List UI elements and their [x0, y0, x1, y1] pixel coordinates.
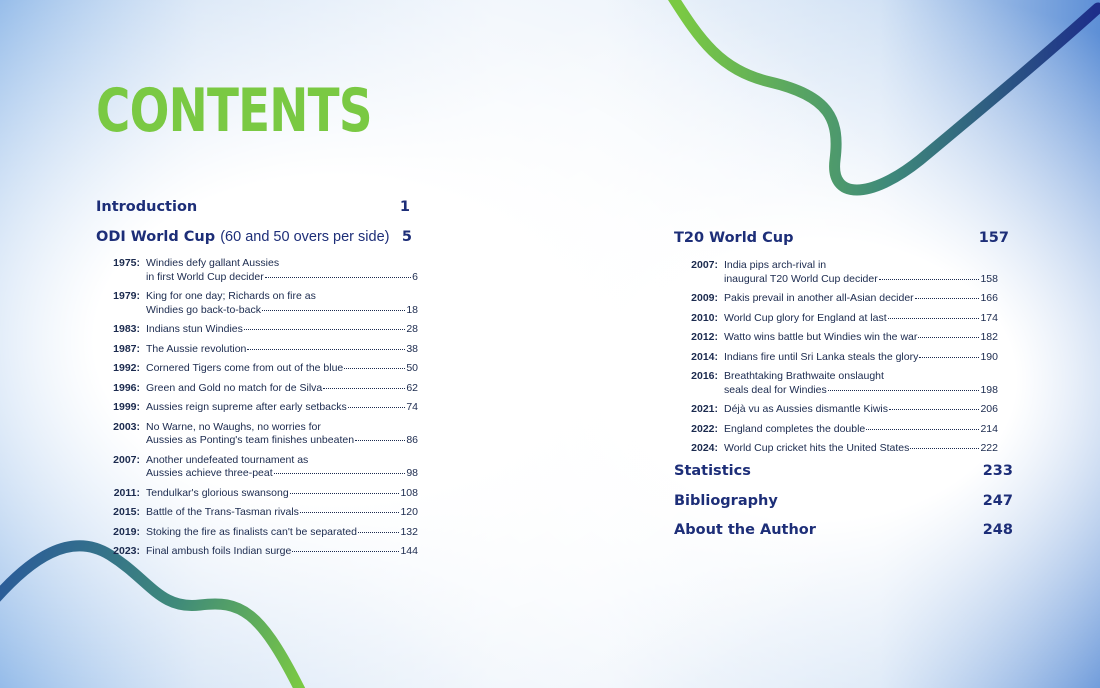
entry-title: Déjà vu as Aussies dismantle Kiwis	[724, 403, 888, 415]
entry-page: 38	[406, 342, 418, 355]
entry-year: 2010:	[691, 311, 718, 324]
dot-leader	[888, 318, 980, 319]
entry-page: 158	[980, 272, 998, 285]
toc-entry[interactable]	[674, 370, 998, 397]
entry-year: 2023:	[113, 545, 140, 557]
entry-year: 1987:	[113, 342, 140, 355]
heading-label: Statistics	[674, 463, 751, 479]
entry-year: 2014:	[691, 350, 718, 363]
entry-title-line1: India pips arch-rival in	[724, 259, 827, 271]
dot-leader	[358, 532, 400, 533]
entry-page: 174	[980, 311, 998, 324]
entry-title: Final ambush foils Indian surge	[146, 545, 292, 557]
toc-entry[interactable]	[96, 343, 418, 357]
heading-page: 247	[982, 493, 1013, 509]
toc-heading-statistics[interactable]	[674, 463, 1013, 479]
t20-entries-list	[674, 259, 998, 462]
entry-page: 18	[406, 303, 418, 316]
entry-title: World Cup glory for England at last	[724, 311, 887, 324]
entry-year: 2003:	[113, 420, 140, 433]
entry-page: 28	[406, 323, 418, 335]
entry-title: Tendulkar's glorious swansong	[146, 486, 289, 499]
entry-page: 166	[980, 292, 998, 304]
dot-leader	[300, 512, 400, 513]
dot-leader	[889, 409, 979, 410]
toc-entry[interactable]	[96, 454, 418, 481]
entry-year: 2007:	[691, 259, 718, 271]
heading-label: Bibliography	[674, 493, 778, 509]
heading-label: About the Author	[674, 522, 816, 538]
entry-page: 132	[400, 525, 418, 538]
entry-title: inaugural T20 World Cup decider	[724, 272, 878, 285]
swoosh-top-right	[672, 0, 1098, 190]
dot-leader	[247, 349, 405, 350]
entry-page: 120	[400, 506, 418, 518]
dot-leader	[866, 429, 979, 430]
entry-page: 190	[980, 350, 998, 363]
entry-year: 2009:	[691, 292, 718, 304]
entry-title-line1: King for one day; Richards on fire as	[146, 290, 316, 302]
entry-page: 198	[980, 383, 998, 396]
dot-leader	[348, 407, 406, 408]
entry-page: 62	[406, 381, 418, 394]
dot-leader	[274, 473, 406, 474]
toc-heading-bibliography[interactable]	[674, 493, 1013, 509]
dot-leader	[355, 440, 405, 441]
swoosh-bottom-left	[0, 546, 300, 688]
heading-page: 1	[399, 199, 410, 215]
entry-page: 108	[400, 486, 418, 499]
entry-title-line1: Another undefeated tournament as	[146, 453, 309, 466]
entry-title: Pakis prevail in another all-Asian decider	[724, 292, 914, 304]
heading-label: Introduction	[96, 199, 198, 215]
heading-page: 233	[982, 463, 1013, 479]
entry-year: 1983:	[113, 323, 140, 335]
toc-entry[interactable]	[96, 487, 418, 501]
entry-title: Indians fire until Sri Lanka steals the glory	[724, 350, 919, 363]
entry-year: 2021:	[691, 403, 718, 415]
page-title: CONTENTS	[96, 76, 372, 146]
dot-leader	[265, 277, 411, 278]
dot-leader	[918, 337, 979, 338]
entry-title: Windies go back-to-back	[146, 303, 261, 316]
toc-entry[interactable]	[96, 421, 418, 448]
entry-page: 222	[980, 442, 998, 454]
entry-title: seals deal for Windies	[724, 383, 827, 396]
toc-heading-t20[interactable]	[674, 230, 1009, 246]
entry-page: 86	[406, 434, 418, 446]
toc-heading-introduction[interactable]	[96, 199, 410, 215]
heading-page: 157	[978, 230, 1009, 246]
dot-leader	[828, 390, 980, 391]
toc-entry[interactable]	[96, 382, 418, 396]
toc-heading-odi[interactable]	[96, 229, 412, 245]
heading-subtitle: (60 and 50 overs per side)	[220, 229, 390, 245]
toc-entry[interactable]	[674, 423, 998, 437]
entry-title: World Cup cricket hits the United States	[724, 442, 910, 454]
toc-entry[interactable]	[96, 526, 418, 540]
entry-title: Green and Gold no match for de Silva	[146, 381, 323, 394]
dot-leader	[915, 298, 980, 299]
entry-year: 2012:	[691, 331, 718, 343]
dot-leader	[910, 448, 979, 449]
toc-entry[interactable]	[96, 401, 418, 415]
dot-leader	[879, 279, 980, 280]
toc-entry[interactable]	[674, 403, 998, 417]
entry-year: 2022:	[691, 422, 718, 435]
entry-title: Cornered Tigers come from out of the blue	[146, 362, 344, 374]
entry-year: 2024:	[691, 442, 718, 454]
heading-page: 248	[982, 522, 1013, 538]
entry-title: England completes the double	[724, 422, 866, 435]
dot-leader	[290, 493, 400, 494]
entry-year: 1999:	[113, 401, 140, 413]
entry-title: Indians stun Windies	[146, 323, 243, 335]
dot-leader	[919, 357, 979, 358]
entry-title: Aussies reign supreme after early setbacks	[146, 401, 347, 413]
odi-entries-list	[96, 257, 418, 565]
toc-entry[interactable]	[96, 323, 418, 337]
dot-leader	[344, 368, 405, 369]
dot-leader	[244, 329, 405, 330]
toc-entry[interactable]	[674, 351, 998, 365]
dot-leader	[323, 388, 405, 389]
entry-title: Aussies as Ponting's team finishes unbeaten	[146, 434, 355, 446]
toc-entry[interactable]	[96, 545, 418, 559]
entry-page: 50	[406, 362, 418, 374]
entry-title-line1: Windies defy gallant Aussies	[146, 257, 280, 269]
entry-page: 206	[980, 403, 998, 415]
entry-year: 2011:	[113, 486, 140, 499]
entry-page: 74	[406, 401, 418, 413]
entry-page: 6	[412, 270, 418, 283]
toc-entry[interactable]	[674, 292, 998, 306]
entry-title: in first World Cup decider	[146, 270, 264, 283]
entry-year: 1996:	[113, 381, 140, 394]
toc-entry[interactable]	[674, 442, 998, 456]
toc-heading-about-author[interactable]	[674, 522, 1013, 538]
entry-year: 2019:	[113, 525, 140, 538]
entry-title: Aussies achieve three-peat	[146, 467, 273, 479]
dot-leader	[292, 551, 399, 552]
entry-page: 214	[980, 422, 998, 435]
heading-label: T20 World Cup	[674, 230, 794, 246]
toc-entry[interactable]	[674, 259, 998, 286]
entry-title: The Aussie revolution	[146, 342, 247, 355]
toc-entry[interactable]	[96, 290, 418, 317]
entry-page: 144	[400, 545, 418, 557]
toc-entry[interactable]	[674, 331, 998, 345]
heading-page: 5	[401, 229, 412, 245]
entry-year: 1975:	[113, 257, 140, 269]
toc-entry[interactable]	[96, 362, 418, 376]
entry-page: 182	[980, 331, 998, 343]
entry-title: Stoking the fire as finalists can't be separated	[146, 525, 357, 538]
entry-title-line1: No Warne, no Waughs, no worries for	[146, 420, 321, 433]
toc-entry[interactable]	[674, 312, 998, 326]
toc-entry[interactable]	[96, 257, 418, 284]
entry-title: Battle of the Trans-Tasman rivals	[146, 506, 299, 518]
toc-entry[interactable]	[96, 506, 418, 520]
heading-label: ODI World Cup	[96, 229, 216, 245]
entry-title-line1: Breathtaking Brathwaite onslaught	[724, 370, 884, 382]
entry-page: 98	[406, 467, 418, 479]
entry-year: 1992:	[113, 362, 140, 374]
entry-year: 2015:	[113, 506, 140, 518]
dot-leader	[262, 310, 405, 311]
entry-title: Watto wins battle but Windies win the war	[724, 331, 918, 343]
entry-year: 1979:	[113, 290, 140, 302]
entry-year: 2016:	[691, 370, 718, 382]
entry-year: 2007:	[113, 453, 140, 466]
